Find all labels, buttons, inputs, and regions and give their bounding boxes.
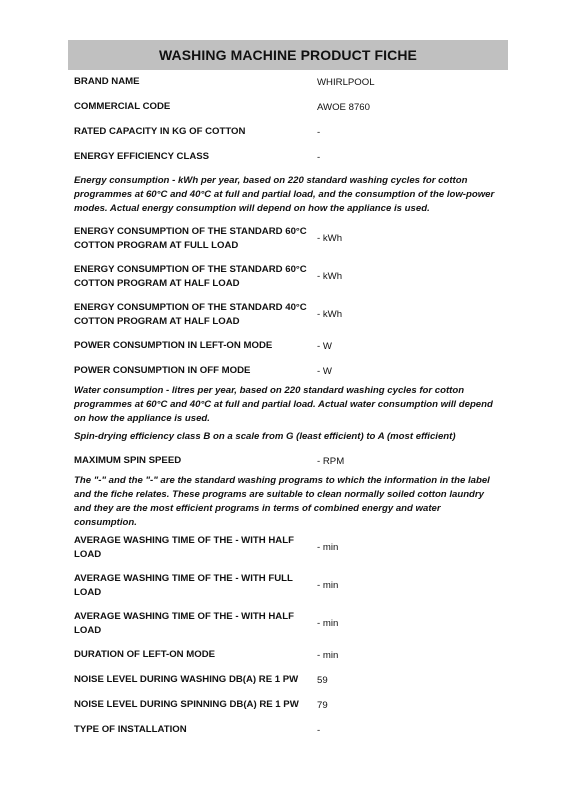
fiche-row-value: - RPM xyxy=(317,455,345,467)
fiche-title: WASHING MACHINE PRODUCT FICHE xyxy=(68,40,508,70)
fiche-row-value: 79 xyxy=(317,699,328,711)
fiche-row xyxy=(68,145,508,170)
fiche-row xyxy=(68,529,508,567)
fiche-row-value: - min xyxy=(317,618,339,629)
fiche-row xyxy=(68,296,508,334)
fiche-row xyxy=(68,120,508,145)
fiche-row-label: MAXIMUM SPIN SPEED xyxy=(74,455,182,466)
fiche-row xyxy=(68,359,508,384)
fiche-row-value: - xyxy=(317,151,321,163)
fiche-row xyxy=(68,693,508,718)
fiche-row-value: - xyxy=(317,724,321,736)
fiche-row-value: AWOE 8760 xyxy=(317,101,370,113)
fiche-row-label: BRAND NAME xyxy=(74,76,140,87)
fiche-row xyxy=(68,258,508,296)
fiche-row-value: - xyxy=(317,126,321,138)
fiche-row xyxy=(68,668,508,693)
fiche-row-value: - min xyxy=(317,649,339,661)
fiche-row-label: AVERAGE WASHING TIME OF THE - WITH FULL LOAD xyxy=(74,572,293,598)
fiche-row-label: ENERGY EFFICIENCY CLASS xyxy=(74,151,210,162)
fiche-row-value: - kWh xyxy=(317,271,343,282)
fiche-row-label: NOISE LEVEL DURING WASHING DB(A) RE 1 PW xyxy=(74,674,299,685)
fiche-row-label: DURATION OF LEFT-ON MODE xyxy=(74,649,216,660)
fiche-note: Spin-drying efficiency class B on a scale from G (least efficient) to A (most efficient) xyxy=(74,431,456,442)
fiche-row xyxy=(68,567,508,605)
fiche-note: Energy consumption - kWh per year, based on 220 standard washing cycles for cotton programmes at 60°C and 40°C at full and partial load, and the consumption of the low-power modes. Actual energy consumption will depend on how the appliance is used. xyxy=(74,175,495,214)
fiche-row xyxy=(68,605,508,643)
fiche-row xyxy=(68,449,508,474)
fiche-row-value: - W xyxy=(317,340,332,352)
fiche-row xyxy=(68,334,508,359)
fiche-row xyxy=(68,70,508,95)
fiche-row-label: RATED CAPACITY IN KG OF COTTON xyxy=(74,126,246,137)
fiche-row xyxy=(68,718,508,743)
fiche-row-value: 59 xyxy=(317,674,328,686)
fiche-row-label: POWER CONSUMPTION IN OFF MODE xyxy=(74,365,251,376)
fiche-note: The "-" and the "-" are the standard washing programs to which the information in the label and the fiche relates. These programs are suitable to clean normally soiled cotton laundry and they are the most efficient programs in terms of combined energy and water consumption. xyxy=(74,474,490,528)
fiche-note: Water consumption - litres per year, based on 220 standard washing cycles for cotton programmes at 60°C and 40°C at full and partial load. Actual water consumption will depend on how the appliance is used. xyxy=(74,384,493,424)
fiche-row-value: WHIRLPOOL xyxy=(317,76,375,88)
fiche-rows xyxy=(68,70,508,743)
fiche-row-value: - kWh xyxy=(317,309,343,320)
fiche-row-value: - min xyxy=(317,580,339,591)
fiche-row xyxy=(68,643,508,668)
fiche-row-label: ENERGY CONSUMPTION OF THE STANDARD 60°C COTTON PROGRAM AT FULL LOAD xyxy=(74,225,307,251)
fiche-row-label: POWER CONSUMPTION IN LEFT-ON MODE xyxy=(74,340,273,351)
fiche-row-value: - min xyxy=(317,542,339,553)
fiche-row-value: - kWh xyxy=(317,233,343,244)
fiche-row-label: NOISE LEVEL DURING SPINNING DB(A) RE 1 PW xyxy=(74,699,299,710)
fiche-row-value: - W xyxy=(317,365,332,377)
fiche-row-label: ENERGY CONSUMPTION OF THE STANDARD 40°C COTTON PROGRAM AT HALF LOAD xyxy=(74,301,307,327)
fiche-row-label: TYPE OF INSTALLATION xyxy=(74,724,187,735)
fiche-row xyxy=(68,220,508,258)
product-fiche xyxy=(68,40,508,743)
fiche-row-label: COMMERCIAL CODE xyxy=(74,101,171,112)
fiche-row-label: ENERGY CONSUMPTION OF THE STANDARD 60°C COTTON PROGRAM AT HALF LOAD xyxy=(74,263,307,289)
fiche-row xyxy=(68,95,508,120)
fiche-row-label: AVERAGE WASHING TIME OF THE - WITH HALF LOAD xyxy=(74,534,294,560)
fiche-row-label: AVERAGE WASHING TIME OF THE - WITH HALF LOAD xyxy=(74,610,294,636)
